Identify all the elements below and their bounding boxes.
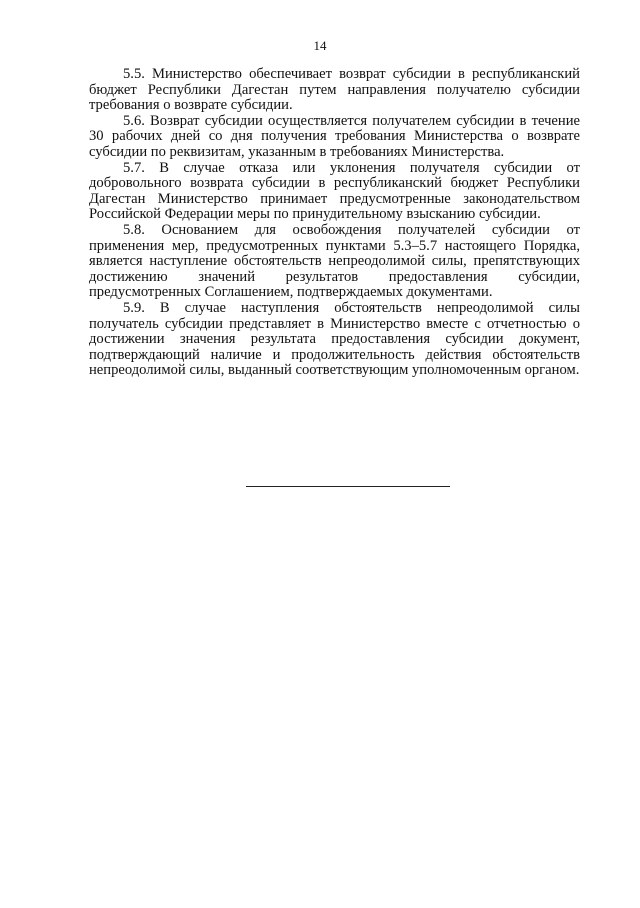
paragraph-5-6: 5.6. Возврат субсидии осуществляется получателем субсидии в течение 30 рабочих дней со дня получения требования Министерства о возврате субсидии по реквизитам, указанным в требованиях Министерства. <box>89 112 580 160</box>
paragraph-5-7: 5.7. В случае отказа или уклонения получателя субсидии от добровольного возврата субсидии в республиканский бюджет Республики Дагестан Министерство принимает предусмотренные законодательством Российской Федерации меры по принудительному взысканию субсидии. <box>89 159 580 223</box>
page-number: 14 <box>313 38 327 53</box>
paragraph-5-9: 5.9. В случае наступления обстоятельств непреодолимой силы получатель субсидии представляет в Министерство вместе с отчетностью о достижении значения результата предоставления субсидии документ, подтверждающий наличие и продолжительность действия обстоятельств непреодолимой силы, выданный соответствующим уполномоченным органом. <box>89 299 580 379</box>
paragraph-5-8: 5.8. Основанием для освобождения получателей субсидии от применения мер, предусмотренных пунктами 5.3–5.7 настоящего Порядка, является наступление обстоятельств непреодолимой силы, препятствующих достижению значений результатов предоставления субсидии, предусмотренных Соглашением, подтверждаемых документами. <box>89 221 580 301</box>
closing-divider-line <box>246 486 450 487</box>
paragraph-5-5: 5.5. Министерство обеспечивает возврат субсидии в республиканский бюджет Республики Дагестан путем направления получателю субсидии требования о возврате субсидии. <box>89 66 580 114</box>
document-body <box>89 67 580 379</box>
